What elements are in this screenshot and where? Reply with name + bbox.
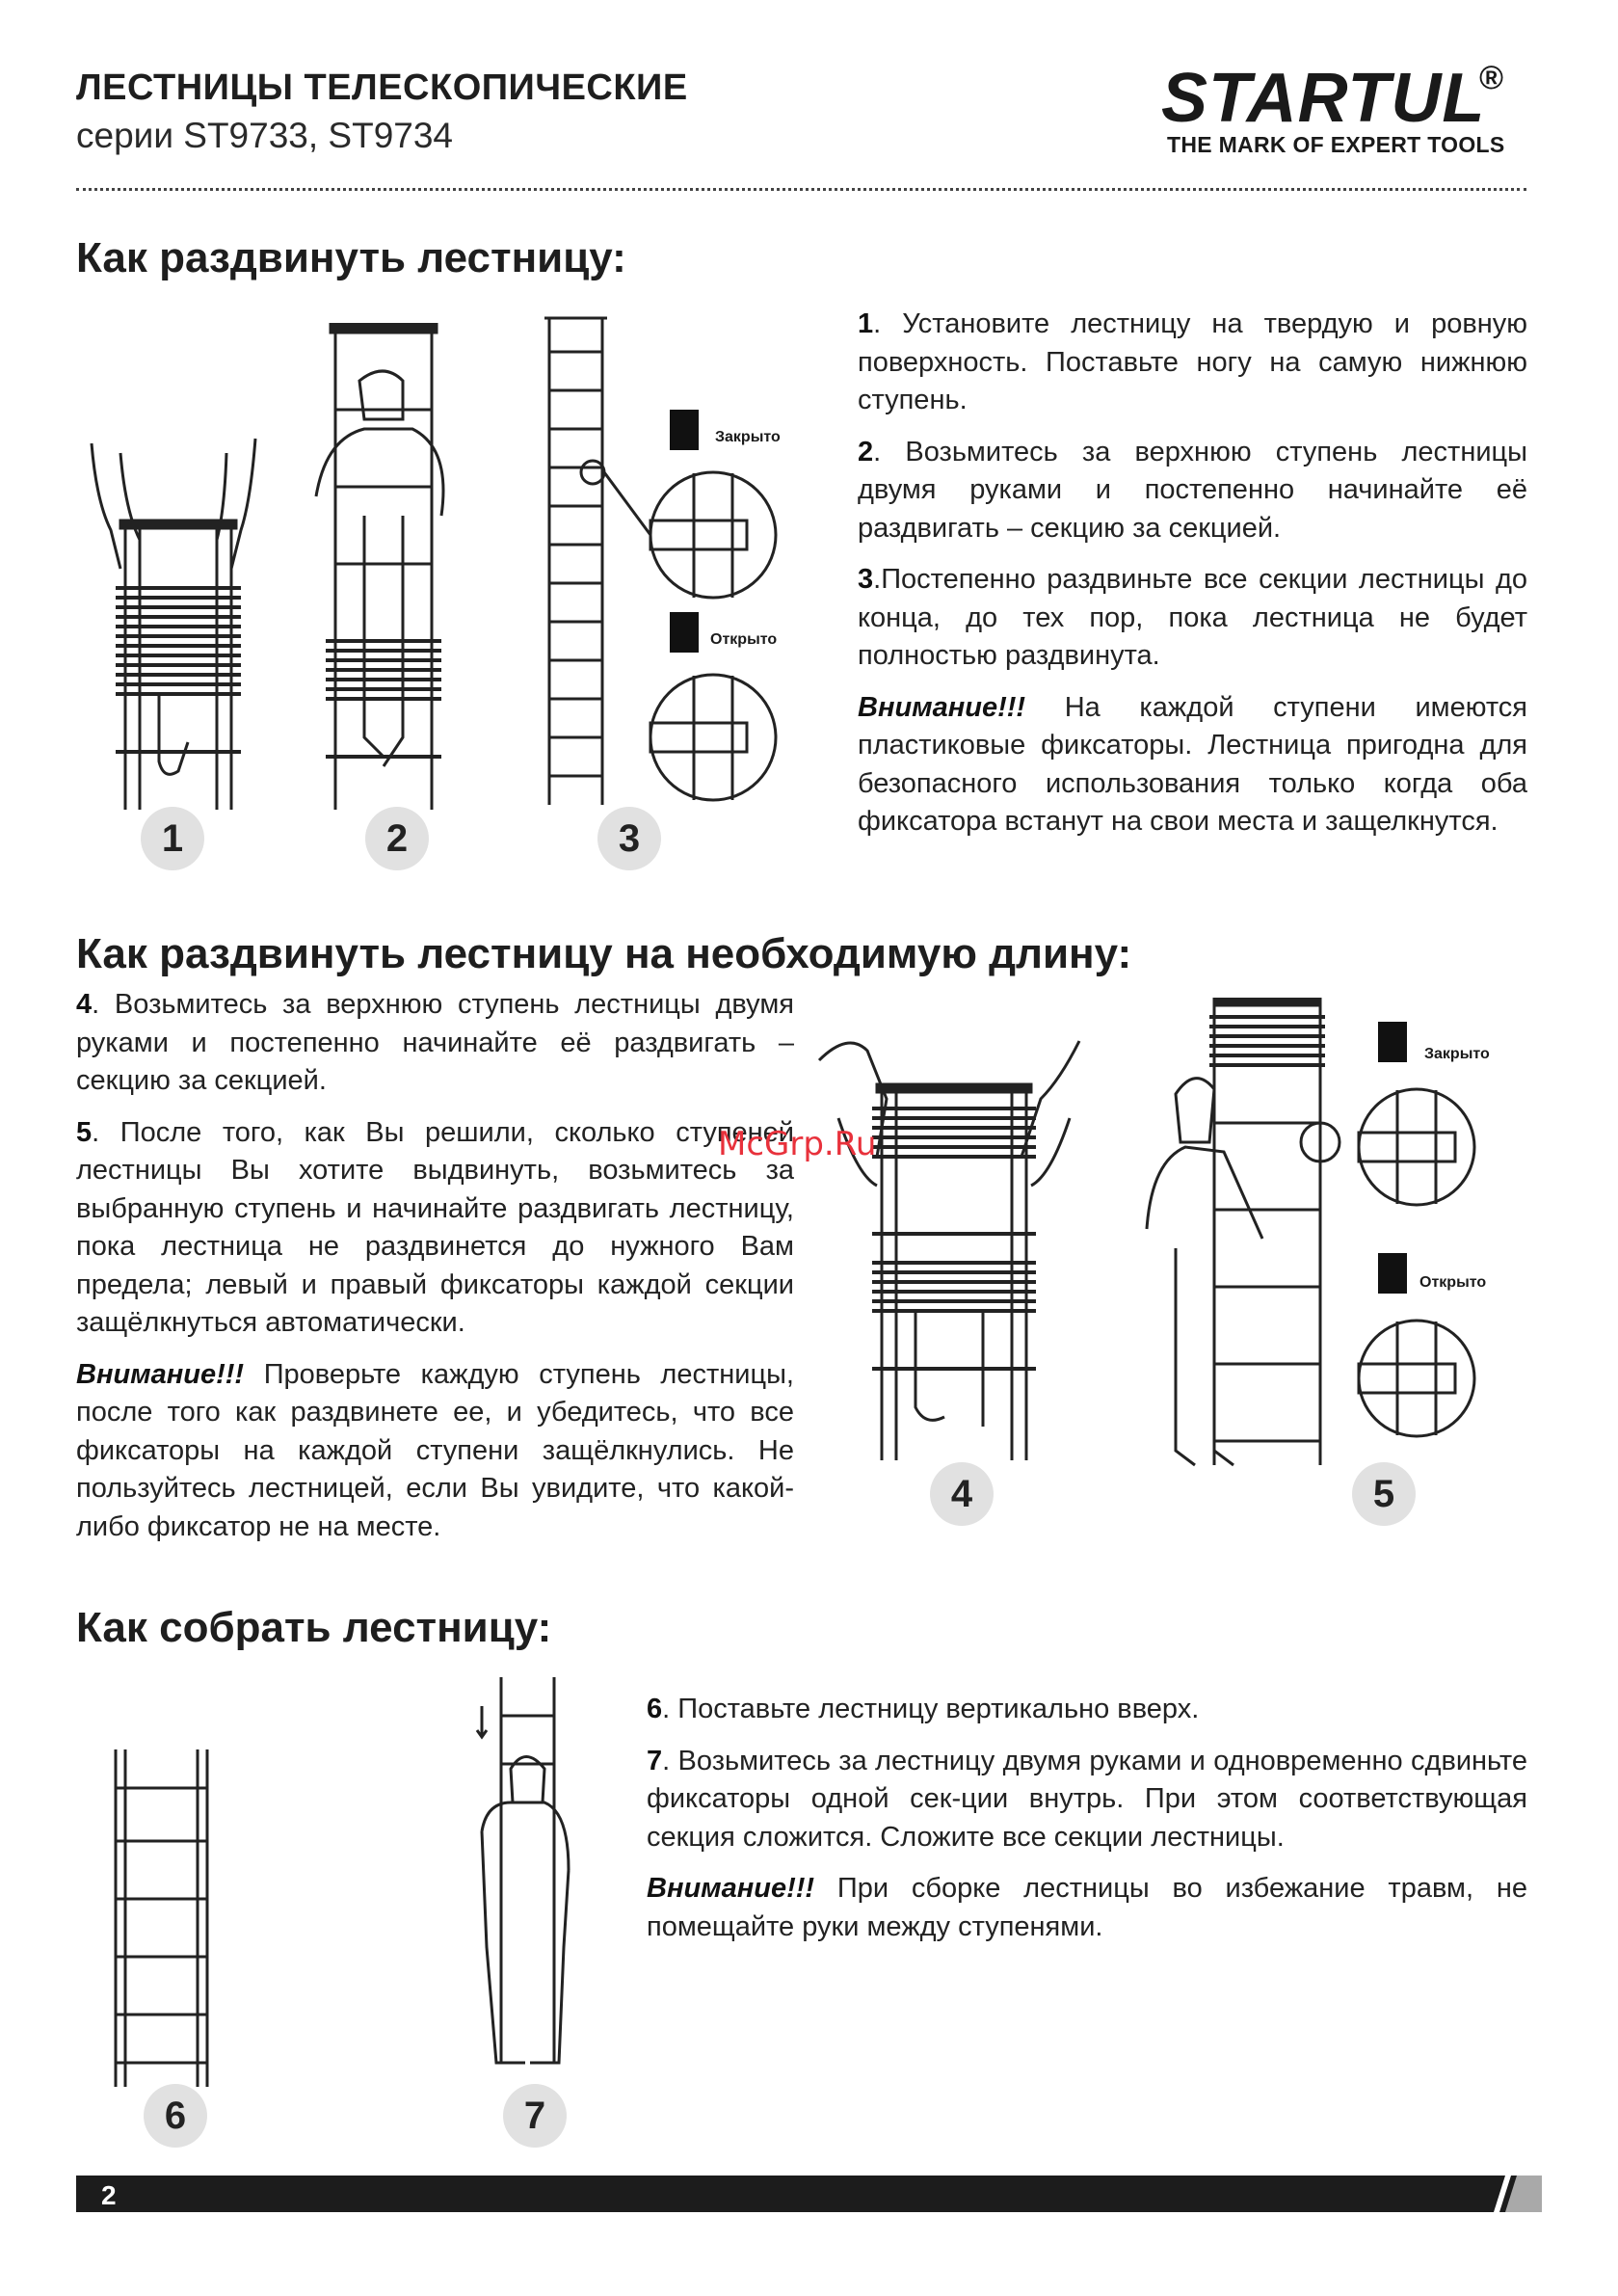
figure-label: 4 xyxy=(930,1462,994,1526)
figure-label: 5 xyxy=(1352,1462,1416,1526)
step-number: 2 xyxy=(858,436,874,467)
header-divider xyxy=(76,188,1526,191)
warning-text: При сборке лестницы во избежание травм, не помещайте руки между ступенями. xyxy=(647,1873,1527,1942)
lock-closed-label: Закрыто xyxy=(715,429,781,445)
figure-4-illustration xyxy=(809,1022,1099,1465)
section2-instructions xyxy=(76,986,794,1560)
warning-label: Внимание!!! xyxy=(647,1873,815,1904)
figure-1-illustration xyxy=(82,424,275,819)
section3-instructions xyxy=(647,1691,1527,1960)
lock-open-label: Открыто xyxy=(1419,1274,1487,1291)
warning-text: На каждой ступени имеются пластиковые фиксаторы. Лестница пригодна для безопасного использования только когда оба фиксатора встанут на свои места и защелкнутся. xyxy=(858,691,1527,837)
page-number: 2 xyxy=(101,2180,117,2210)
step-text: . Возьмитесь за верхнюю ступень лестницы двумя руками и постепенно начинайте её раздвигать – секцию за секцией. xyxy=(76,989,794,1096)
lock-closed-label: Закрыто xyxy=(1424,1046,1490,1062)
figure-label: 1 xyxy=(141,807,204,870)
footer-slash-decoration xyxy=(1484,2176,1542,2212)
warning-paragraph xyxy=(858,689,1527,841)
step-number: 3 xyxy=(858,564,874,595)
figure-3-illustration xyxy=(535,313,785,814)
figure-label: 2 xyxy=(365,807,429,870)
warning-paragraph xyxy=(76,1356,794,1547)
step-number: 7 xyxy=(647,1745,663,1776)
figure-label: 7 xyxy=(503,2084,567,2148)
step-text: . После того, как Вы решили, сколько ступеней лестницы Вы хотите выдвинуть, возьмитесь за выбранную ступень и начинайте раздвигать лестницу, пока лестница не раздвинется до нужного Вам предела; левый и правый фиксаторы каждой секции защёлкнуться автоматически. xyxy=(76,1116,794,1338)
figure-label: 3 xyxy=(597,807,661,870)
step-number: 5 xyxy=(76,1116,93,1148)
step-text: . Поставьте лестницу вертикально вверх. xyxy=(662,1694,1200,1724)
warning-paragraph xyxy=(647,1870,1527,1946)
section2-heading: Как раздвинуть лестницу на необходимую длину: xyxy=(76,930,1132,977)
step-paragraph xyxy=(858,306,1527,420)
warning-text: Проверьте каждую ступень лестницы, после того как раздвинете ее, и убедитесь, что все фиксаторы на каждой ступени защёлкнулись. Не пользуйтесь лестницей, если Вы увидите, что какой-либо фиксатор не на месте. xyxy=(76,1358,794,1542)
watermark: McGrp.Ru xyxy=(718,1125,877,1163)
step-paragraph xyxy=(858,434,1527,548)
step-paragraph xyxy=(858,561,1527,676)
figure-label: 6 xyxy=(144,2084,207,2148)
lock-open-label: Открыто xyxy=(710,631,778,648)
section1-instructions xyxy=(858,306,1527,855)
step-paragraph xyxy=(647,1691,1527,1729)
figure-2-illustration xyxy=(306,323,461,819)
section1-heading: Как раздвинуть лестницу: xyxy=(76,234,626,281)
brand-registered-mark: ® xyxy=(1479,60,1504,96)
figure-5-illustration xyxy=(1137,998,1503,1470)
document-title: ЛЕСТНИЦЫ ТЕЛЕСКОПИЧЕСКИЕ xyxy=(76,67,688,108)
warning-label: Внимание!!! xyxy=(76,1358,245,1390)
step-number: 4 xyxy=(76,989,93,1020)
step-paragraph xyxy=(76,986,794,1101)
brand-logo: STARTUL xyxy=(1161,60,1486,137)
section3-heading: Как собрать лестницу: xyxy=(76,1604,552,1651)
step-paragraph xyxy=(647,1743,1527,1857)
figure-6-illustration xyxy=(106,1745,222,2092)
brand-tagline: THE MARK OF EXPERT TOOLS xyxy=(1167,132,1505,157)
warning-label: Внимание!!! xyxy=(858,691,1026,723)
step-text: .Постепенно раздвиньте все секции лестницы до конца, до тех пор, пока лестница не будет полностью раздвинута. xyxy=(858,564,1527,671)
step-number: 6 xyxy=(647,1694,663,1724)
step-text: . Возьмитесь за верхнюю ступень лестницы двумя руками и постепенно начинайте её раздвигать – секцию за секцией. xyxy=(858,436,1527,544)
step-text: . Установите лестницу на твердую и ровную поверхность. Поставьте ногу на самую нижнюю ступень. xyxy=(858,308,1527,415)
step-paragraph xyxy=(76,1114,794,1343)
figure-7-illustration xyxy=(467,1677,583,2072)
step-text: . Возьмитесь за лестницу двумя руками и одновременно сдвиньте фиксаторы одной сек-ции внутрь. При этом соответствующая секция сложится. Сложите все секции лестницы. xyxy=(647,1745,1527,1853)
step-number: 1 xyxy=(858,308,874,339)
document-subtitle: серии ST9733, ST9734 xyxy=(76,116,454,155)
footer-bar xyxy=(76,2176,1542,2212)
